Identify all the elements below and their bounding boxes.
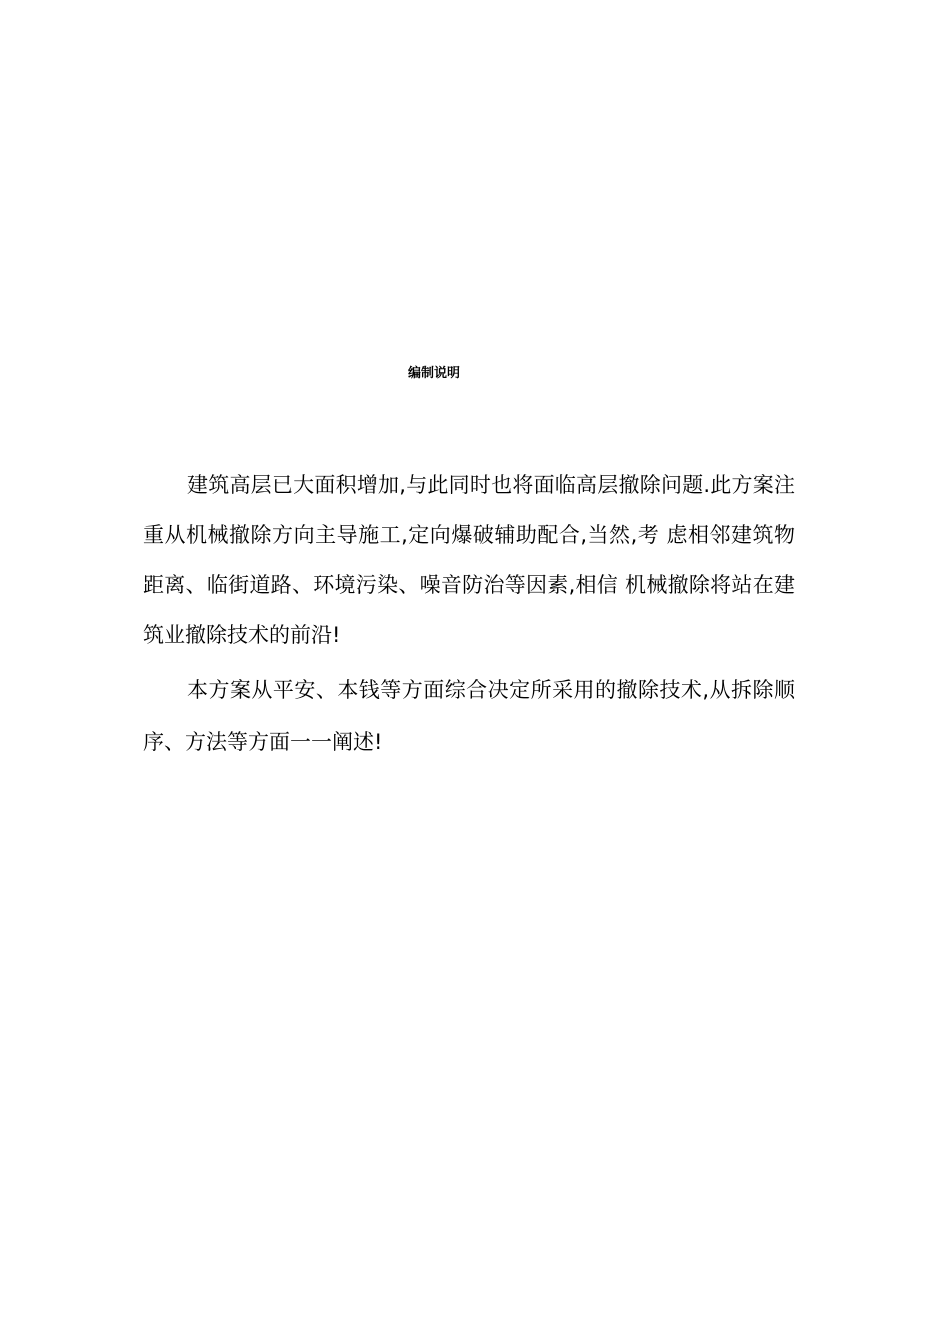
paragraph-scope: 本方案从平安、本钱等方面综合决定所采用的撤除技术,从拆除顺序、方法等方面一一阐述! bbox=[143, 678, 795, 754]
document-title: 编制说明 bbox=[407, 366, 460, 381]
paragraph-intro: 建筑高层已大面积增加,与此同时也将面临高层撤除问题.此方案注重从机械撤除方向主导施工,定向爆破辅助配合,当然,考 虑相邻建筑物距离、临街道路、环境污染、噪音防治等因素,相信 机械撤除将站在建筑业撤除技术的前沿! bbox=[143, 473, 795, 647]
